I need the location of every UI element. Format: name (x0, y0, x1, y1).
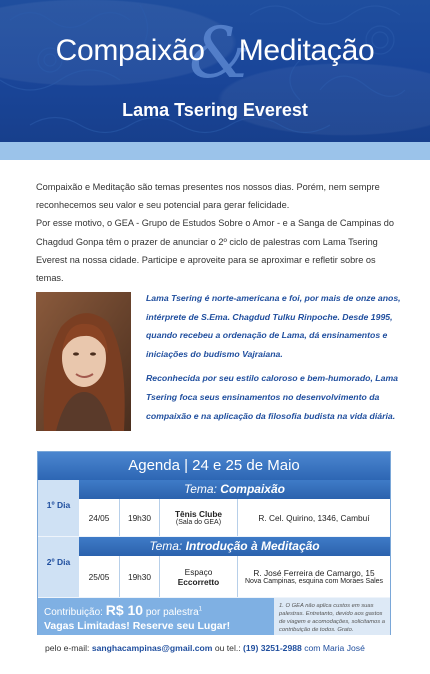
price: R$ 10 (105, 602, 144, 618)
place-name: Tênis Clube (174, 509, 223, 519)
tel-label: ou tel.: (214, 643, 241, 653)
agenda-title: Agenda | 24 e 25 de Maio (38, 452, 390, 480)
speaker-bio (146, 289, 404, 425)
table-row (79, 556, 390, 597)
contribution-box (38, 598, 274, 635)
day-label-2 (38, 537, 79, 597)
page-title (0, 34, 430, 68)
ampersand-decoration: & (189, 12, 252, 94)
email-label: pelo e-mail: (45, 643, 90, 653)
address-cell (237, 556, 390, 597)
footnote-mark: 1 (198, 606, 202, 613)
phone-link[interactable]: (19) 3251-2988 (243, 643, 302, 653)
tema-2-value: Introdução à Meditação (185, 539, 320, 553)
bio-paragraph-2: Reconhecida por seu estilo caloroso e bem-humorado, Lama Tsering foca seus ensinamentos no desenvolvimento da compaixão e na aplicação da filosofia budista na vida diária. (146, 373, 398, 421)
time-cell: 19h30 (119, 499, 159, 536)
footnote: 1. O GEA não aplica custos em suas palestras. Entretanto, devido aos gastos de viagem e acomodações, solicitamos a contribuição de todos. Grato. (274, 598, 390, 635)
address-sub: Nova Campinas, esquina com Moraes Sales (244, 578, 384, 585)
agenda-table (37, 451, 391, 635)
address-line: R. Cel. Quirino, 1346, Cambuí (258, 512, 370, 523)
speaker-name: Lama Tsering Everest (122, 100, 308, 120)
day-1-text: 1º Dia (46, 500, 71, 510)
price-per: por palestra (145, 607, 199, 618)
email-link[interactable]: sanghacampinas@gmail.com (91, 643, 213, 653)
address-line: R. José Ferreira de Camargo, 15 (253, 568, 375, 578)
day-label-1 (38, 480, 79, 536)
tema-2 (79, 537, 390, 556)
place-cell (159, 556, 237, 597)
date-cell: 24/05 (88, 512, 110, 523)
tema-1-value: Compaixão (220, 482, 285, 496)
contribution-label: Contribuição: (44, 607, 103, 618)
intro-paragraph-1: Compaixão e Meditação são temas presentes nos nossos dias. Porém, nem sempre reconhecemos seu valor e seu potencial para gerar felicidade. (36, 182, 380, 211)
title-compaixao: Compaixão (55, 34, 205, 67)
day-2-text: 2º Dia (46, 557, 71, 567)
tema-1-label: Tema: (184, 482, 217, 496)
contribution-line (44, 602, 268, 618)
speaker-photo (36, 292, 131, 431)
table-row (79, 499, 390, 536)
date-cell: 25/05 (88, 571, 110, 582)
header-banner (0, 0, 430, 142)
place-cell (159, 499, 237, 536)
tema-2-label: Tema: (149, 539, 183, 553)
intro-paragraph-2: Por esse motivo, o GEA - Grupo de Estudos Sobre o Amor - e a Sanga de Campinas do Chagdud Gonpa têm o prazer de anunciar o 2º ciclo de palestras com Lama Tsering Everest na nossa cidade. Participe e aproveite para se aproximar e refletir sobre os temas. (36, 218, 394, 284)
contact-line (37, 643, 391, 653)
divider-strip (0, 142, 430, 160)
place-name: Espaço (184, 566, 213, 577)
place-sub: (Sala do GEA) (175, 519, 222, 526)
contact-person: com Maria José (304, 643, 365, 653)
intro-text (36, 178, 400, 287)
title-meditacao: Meditação (238, 34, 375, 67)
place-sub: Eccorretto (177, 576, 220, 587)
limited-seats: Vagas Limitadas! Reserve seu Lugar! (44, 620, 231, 632)
tema-1 (79, 480, 390, 499)
address-cell (237, 499, 390, 536)
bio-paragraph-1: Lama Tsering é norte-americana e foi, por mais de onze anos, intérprete de S.Ema. Chagdud Tulku Rinpoche. Desde 1995, quando recebeu a ordenação de Lama, dá ensinamentos e iniciações do budismo Vajraiana. (146, 293, 401, 359)
time-cell: 19h30 (119, 556, 159, 597)
